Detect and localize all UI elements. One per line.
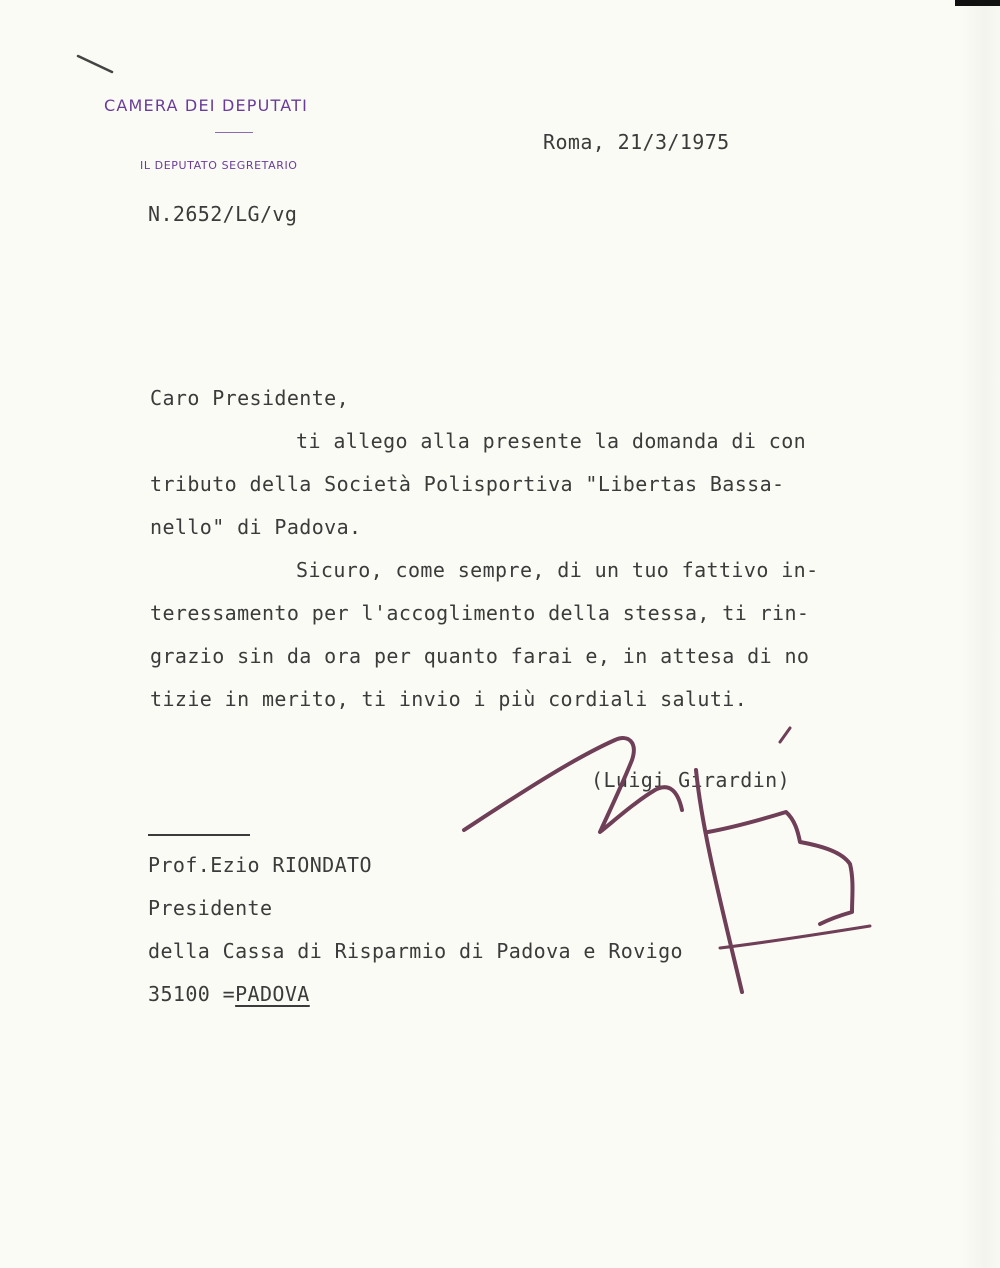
body-line: ti allego alla presente la domanda di con [296,429,807,453]
salutation: Caro Presidente, [150,386,350,410]
reference-number: N.2652/LG/vg [148,202,298,226]
handwritten-signature [450,720,890,1010]
body-line: tributo della Società Polisportiva "Libertas Bassa- [150,472,785,496]
pen-mark [76,52,116,76]
body-line: Sicuro, come sempre, di un tuo fattivo in- [296,558,819,582]
typed-signature-name: (Luigi Girardin) [591,768,791,792]
recipient-title: Presidente [148,896,273,920]
scan-edge-mark [955,0,1000,6]
page-edge-shadow [962,0,1000,1268]
letterhead-institution: CAMERA DEI DEPUTATI [104,96,309,115]
body-line: teressamento per l'accoglimento della stessa, ti rin- [150,601,810,625]
letterhead-office: IL DEPUTATO SEGRETARIO [140,159,298,172]
place-date: Roma, 21/3/1975 [543,130,730,154]
recipient-city: PADOVA [235,982,310,1006]
body-line: tizie in merito, ti invio i più cordiali saluti. [150,687,748,711]
separator-rule [148,834,250,836]
recipient-organization: della Cassa di Risparmio di Padova e Rovigo [148,939,683,963]
recipient-address [148,982,310,1006]
body-line: nello" di Padova. [150,515,362,539]
postal-code: 35100 = [148,982,236,1006]
body-line: grazio sin da ora per quanto farai e, in attesa di no [150,644,810,668]
letterhead-rule [215,132,253,133]
recipient-name: Prof.Ezio RIONDATO [148,853,372,877]
